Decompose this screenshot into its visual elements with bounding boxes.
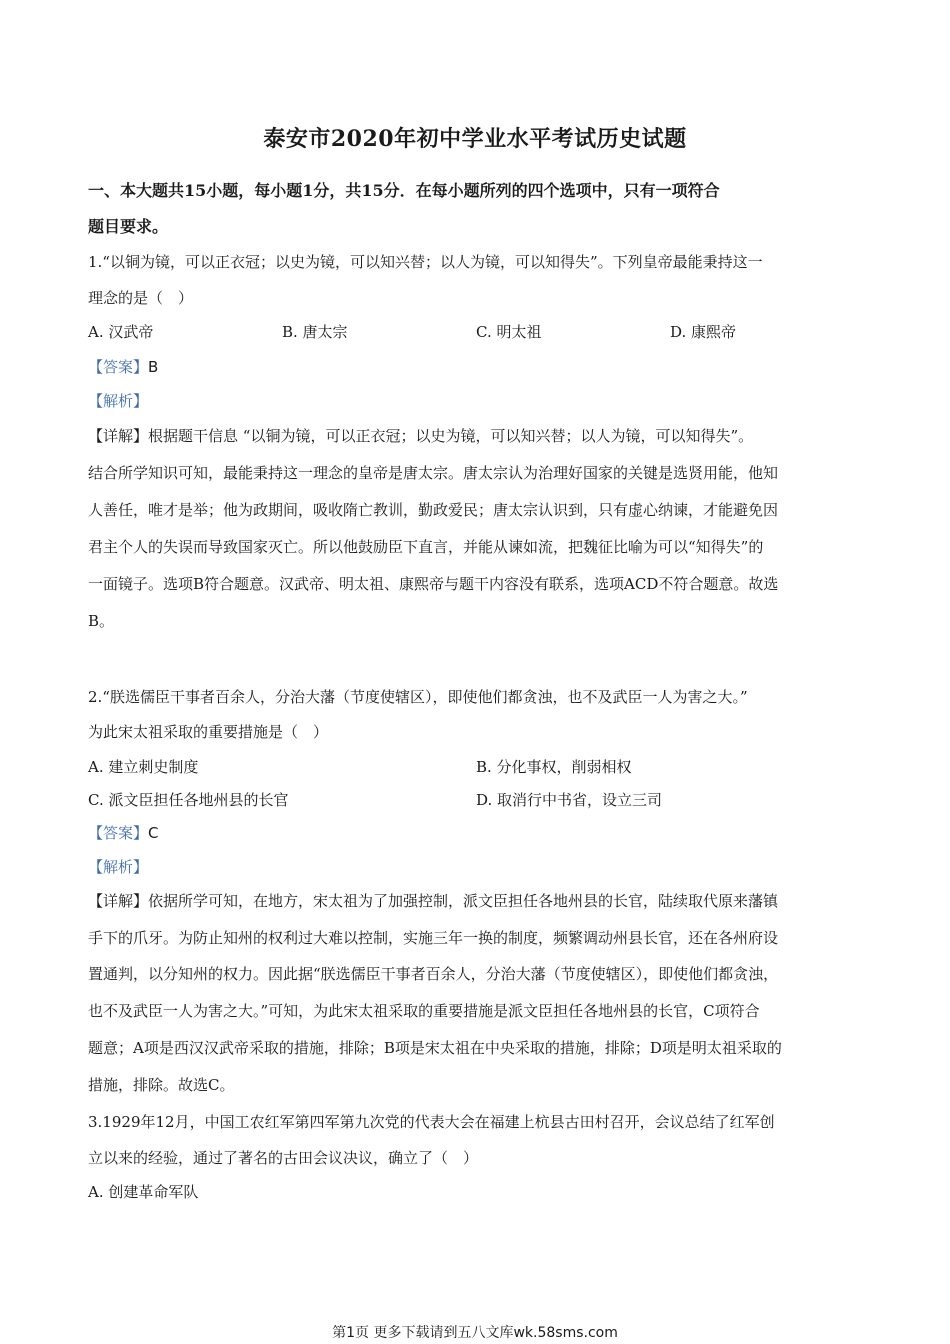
- q2-detail-line-1: 【详解】依据所学可知，在地方，宋太祖为了加强控制，派文臣担任各地州县的长官，陆续取代原来藩镇: [88, 892, 779, 910]
- q2-option-a: A. 建立刺史制度: [88, 758, 199, 776]
- q2-option-b: B. 分化事权，削弱相权: [476, 758, 632, 776]
- q1-detail-line-1: 【详解】根据题干信息 “以铜为镜，可以正衣冠；以史为镜，可以知兴替；以人为镜，可以知得失”。: [88, 427, 754, 445]
- q2-detail-line-4: 也不及武臣一人为害之大。”可知，为此宋太祖采取的重要措施是派文臣担任各地州县的长官，C项符合: [88, 1002, 760, 1020]
- q1-stem-line-2: 理念的是（ ）: [88, 289, 194, 307]
- q1-option-a: A. 汉武帝: [88, 323, 154, 341]
- q2-detail-line-5: 题意；A项是西汉汉武帝采取的措施，排除；B项是宋太祖在中央采取的措施，排除；D项是明太祖采取的: [88, 1039, 782, 1057]
- q3-stem-line-2: 立以来的经验，通过了著名的古田会议决议，确立了（ ）: [88, 1149, 479, 1167]
- q3-option-a: A. 创建革命军队: [88, 1183, 199, 1201]
- q1-answer: [88, 355, 878, 379]
- q1-option-b: B. 唐太宗: [282, 323, 348, 341]
- q2-analysis-tag: 【解析】: [88, 858, 149, 876]
- q1-answer-value: B: [148, 358, 159, 376]
- q2-answer-tag: 【答案】: [88, 824, 149, 842]
- q2-detail-line-3: 置通判，以分知州的权力。因此据“朕选儒臣干事者百余人，分治大藩（节度使辖区），即使他们都贪浊，: [88, 965, 779, 983]
- q1-detail-line-2: 结合所学知识可知，最能秉持这一理念的皇帝是唐太宗。唐太宗认为治理好国家的关键是选贤用能，他知: [88, 464, 779, 482]
- q1-option-c: C. 明太祖: [476, 323, 542, 341]
- q1-option-d: D. 康熙帝: [670, 323, 737, 341]
- q2-answer: [88, 821, 878, 845]
- page-footer: 第1页 更多下载请到五八文库wk.58sms.com: [332, 1325, 618, 1341]
- q1-stem-line-1: 1.“以铜为镜，可以正衣冠；以史为镜，可以知兴替；以人为镜，可以知得失”。下列皇帝最能秉持这一: [88, 253, 763, 271]
- q1-analysis-tag: 【解析】: [88, 392, 149, 410]
- q2-detail-line-2: 手下的爪牙。为防止知州的权利过大难以控制，实施三年一换的制度，频繁调动州县长官，还在各州府设: [88, 929, 779, 947]
- q1-detail-line-4: 君主个人的失误而导致国家灭亡。所以他鼓励臣下直言，并能从谏如流，把魏征比喻为可以“知得失”的: [88, 538, 764, 556]
- q2-detail-line-6: 措施，排除。故选C。: [88, 1076, 235, 1094]
- section-heading-line-1: 一、本大题共15小题，每小题1分，共15分．在每小题所列的四个选项中，只有一项符合: [88, 181, 720, 200]
- q3-stem-line-1: 3.1929年12月，中国工农红军第四军第九次党的代表大会在福建上杭县古田村召开，会议总结了红军创: [88, 1113, 775, 1131]
- q1-answer-tag: 【答案】: [88, 358, 149, 376]
- q2-option-c: C. 派文臣担任各地州县的长官: [88, 791, 289, 809]
- q2-stem-line-2: 为此宋太祖采取的重要措施是（ ）: [88, 723, 329, 741]
- section-heading-line-2: 题目要求。: [88, 217, 169, 236]
- q2-stem-line-1: 2.“朕选儒臣干事者百余人，分治大藩（节度使辖区），即使他们都贪浊，也不及武臣一人为害之大。”: [88, 688, 748, 706]
- page-title: 泰安市2020年初中学业水平考试历史试题: [263, 126, 687, 152]
- q2-option-d: D. 取消行中书省，设立三司: [476, 791, 663, 809]
- q1-detail-line-6: B。: [88, 612, 115, 630]
- q1-detail-line-3: 人善任，唯才是举；他为政期间，吸收隋亡教训，勤政爱民；唐太宗认识到，只有虚心纳谏，才能避免因: [88, 501, 779, 519]
- q1-detail-line-5: 一面镜子。选项B符合题意。汉武帝、明太祖、康熙帝与题干内容没有联系，选项ACD不符合题意。故选: [88, 575, 779, 593]
- q2-answer-value: C: [148, 824, 159, 842]
